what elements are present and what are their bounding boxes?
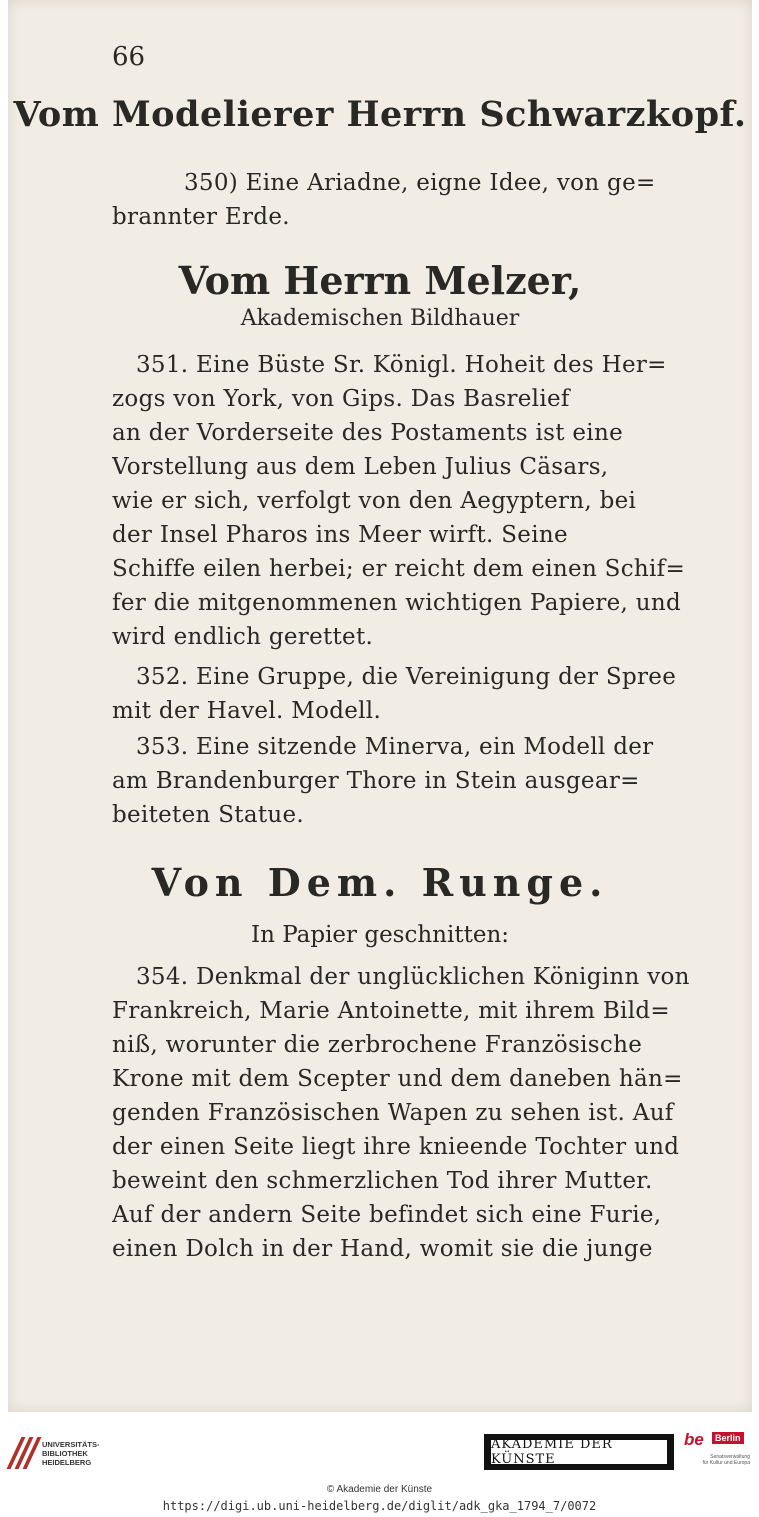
- akademie-logo[interactable]: [484, 1434, 674, 1470]
- akademie-label: AKADEMIE DER KÜNSTE: [491, 1440, 667, 1464]
- text-line: niß, worunter die zerbrochene Französische: [112, 1032, 643, 1058]
- text-line: brannter Erde.: [112, 204, 290, 230]
- ub-mark-icon: [10, 1437, 36, 1469]
- text-line: Auf der andern Seite befindet sich eine Furie,: [112, 1202, 662, 1228]
- text-line: am Brandenburger Thore in Stein ausgear=: [112, 768, 640, 794]
- text-line: 350) Eine Ariadne, eigne Idee, von ge=: [184, 170, 656, 196]
- text-line: 352. Eine Gruppe, die Vereinigung der Spree: [136, 664, 677, 690]
- section-heading-schwarzkopf: Vom Modelierer Herrn Schwarzkopf.: [13, 94, 747, 135]
- page-number: 66: [112, 42, 146, 72]
- text-line: mit der Havel. Modell.: [112, 698, 382, 724]
- text-line: wie er sich, verfolgt von den Aegyptern, bei: [112, 488, 637, 514]
- text-line: beweint den schmerzlichen Tod ihrer Mutter.: [112, 1168, 653, 1194]
- text-line: fer die mitgenommenen wichtigen Papiere, und: [112, 590, 682, 616]
- be-caption-line: Senatsverwaltung: [710, 1454, 750, 1460]
- text-line: zogs von York, von Gips. Das Basrelief: [112, 386, 570, 412]
- ub-logo-line: HEIDELBERG: [42, 1457, 92, 1467]
- text-line: der Insel Pharos ins Meer wirft. Seine: [112, 522, 568, 548]
- berlin-badge: Berlin: [712, 1432, 744, 1444]
- text-line: 353. Eine sitzende Minerva, ein Modell der: [136, 734, 654, 760]
- scanned-page: [8, 0, 752, 1412]
- ub-heidelberg-logo[interactable]: [10, 1430, 130, 1476]
- text-line: 354. Denkmal der unglücklichen Königinn von: [136, 964, 690, 990]
- be-berlin-word: be: [684, 1430, 704, 1449]
- section-subheading-runge: In Papier geschnitten:: [250, 922, 510, 948]
- text-line: Frankreich, Marie Antoinette, mit ihrem Bild=: [112, 998, 670, 1024]
- ub-logo-text: [42, 1440, 100, 1467]
- section-heading-runge: Von Dem. Runge.: [151, 860, 609, 905]
- entry-353: [112, 730, 740, 832]
- entry-354: [112, 960, 740, 1266]
- be-berlin-caption: [694, 1454, 750, 1466]
- be-caption-line: für Kultur und Europa: [702, 1460, 750, 1466]
- section-subheading-melzer: Akademischen Bildhauer: [240, 306, 520, 331]
- text-line: wird endlich gerettet.: [112, 624, 374, 650]
- entry-351: [112, 348, 740, 654]
- text-line: beiteten Statue.: [112, 802, 305, 828]
- text-line: Schiffe eilen herbei; er reicht dem einen Schif=: [112, 556, 686, 582]
- text-line: genden Französischen Wapen zu sehen ist. Auf: [112, 1100, 674, 1126]
- text-line: der einen Seite liegt ihre knieende Tochter und: [112, 1134, 680, 1160]
- text-line: Krone mit dem Scepter und dem daneben hän=: [112, 1066, 683, 1092]
- text-line: einen Dolch in der Hand, womit sie die junge: [112, 1236, 653, 1262]
- copyright-notice: © Akademie der Künste: [326, 1484, 433, 1495]
- ub-logo-line: UNIVERSITÄTS-: [42, 1439, 100, 1449]
- text-line: Vorstellung aus dem Leben Julius Cäsars,: [112, 454, 609, 480]
- ub-logo-line: BIBLIOTHEK: [42, 1448, 88, 1458]
- entry-350: [112, 166, 740, 234]
- section-heading-melzer: Vom Herrn Melzer,: [178, 258, 582, 303]
- text-line: an der Vorderseite des Postaments ist eine: [112, 420, 623, 446]
- be-berlin-logo[interactable]: [684, 1430, 750, 1474]
- source-url[interactable]: https://digi.ub.uni-heidelberg.de/diglit/adk_gka_1794_7/0072: [162, 1499, 597, 1513]
- entry-352: [112, 660, 740, 728]
- text-line: 351. Eine Büste Sr. Königl. Hoheit des Her=: [136, 352, 667, 378]
